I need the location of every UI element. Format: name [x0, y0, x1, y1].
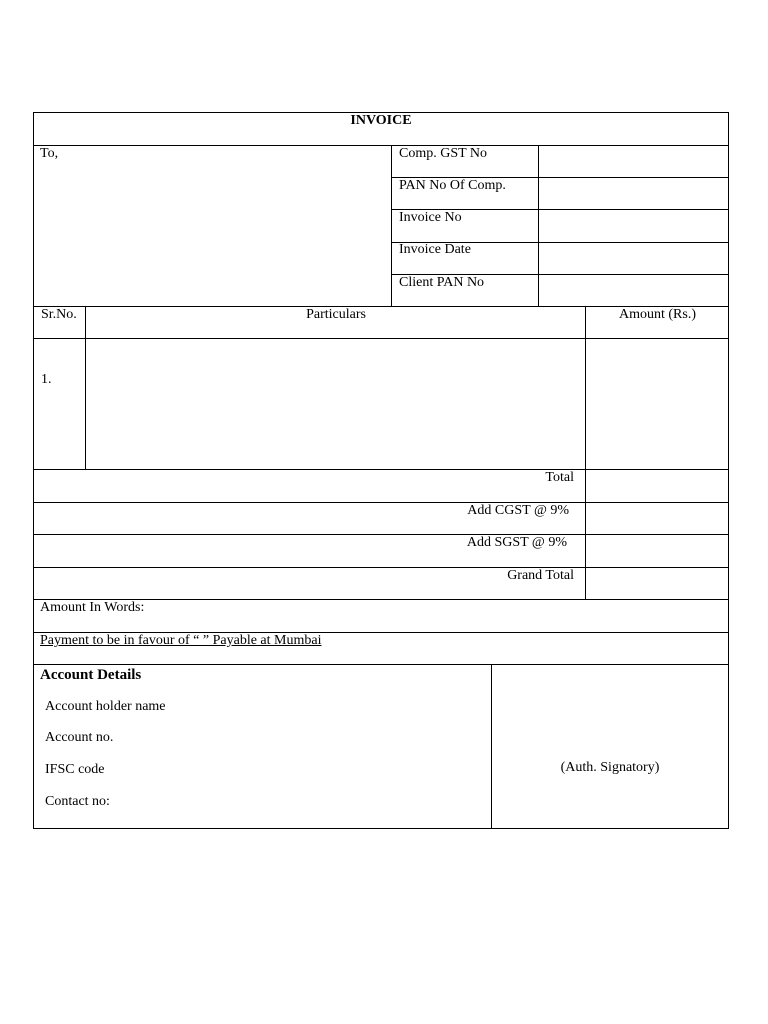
account-holder-label: Account holder name: [45, 699, 166, 714]
divider: [391, 145, 392, 306]
grand-total-label: Grand Total: [507, 568, 574, 583]
account-details-heading: Account Details: [40, 667, 142, 683]
border-bottom: [33, 828, 729, 829]
divider: [33, 534, 729, 535]
pan-comp-label: PAN No Of Comp.: [399, 178, 506, 193]
contact-label: Contact no:: [45, 794, 110, 809]
invoice-form: [33, 112, 729, 829]
divider: [85, 306, 86, 469]
divider: [33, 664, 729, 665]
amount-in-words-label: Amount In Words:: [40, 600, 145, 615]
total-label: Total: [545, 470, 574, 485]
divider: [585, 306, 586, 599]
row-srno: 1.: [41, 372, 52, 387]
cgst-label: Add CGST @ 9%: [467, 503, 569, 518]
divider: [538, 145, 539, 306]
srno-header: Sr.No.: [41, 307, 77, 322]
comp-gst-label: Comp. GST No: [399, 146, 488, 161]
invoice-no-label: Invoice No: [399, 210, 462, 225]
divider: [33, 338, 729, 339]
divider: [33, 567, 729, 568]
border-right: [728, 112, 729, 829]
divider: [33, 469, 729, 470]
to-label: To,: [40, 146, 59, 161]
particulars-header: Particulars: [306, 307, 366, 322]
client-pan-label: Client PAN No: [399, 275, 485, 290]
auth-signatory: (Auth. Signatory): [560, 760, 660, 775]
sgst-label: Add SGST @ 9%: [466, 535, 567, 550]
divider: [33, 145, 729, 146]
divider: [33, 502, 729, 503]
invoice-date-label: Invoice Date: [399, 242, 471, 257]
ifsc-label: IFSC code: [45, 762, 105, 777]
amount-header: Amount (Rs.): [619, 307, 696, 322]
account-no-label: Account no.: [45, 730, 114, 745]
invoice-title: INVOICE: [350, 113, 412, 128]
divider: [491, 664, 492, 829]
border-left: [33, 112, 34, 829]
payment-note: Payment to be in favour of “ ” Payable at Mumbai: [40, 633, 322, 648]
